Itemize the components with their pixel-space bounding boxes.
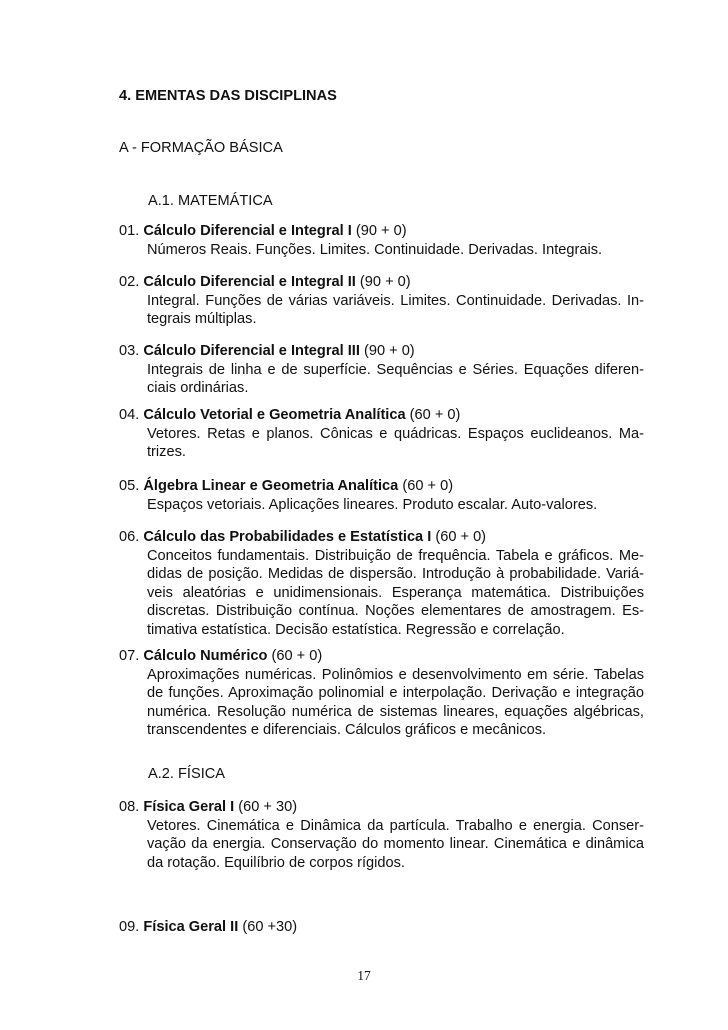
course-description: Números Reais. Funções. Limites. Continuidade. Derivadas. Integrais. <box>147 241 603 258</box>
course-item <box>119 477 644 514</box>
course-item <box>119 222 644 259</box>
course-item <box>119 918 644 937</box>
course-description: Aproximações numéricas. Polinômios e desenvolvimento em série. Tabelas de funções. Aproximação polinomial e interpolação. Derivação e integração numérica. Resolução numérica de sistemas lineares, equações algébricas, transcendentes e diferenciais. Cálculos gráficos e mecânicos. <box>147 666 644 738</box>
course-title: Cálculo Diferencial e Integral III <box>143 343 360 359</box>
course-title: Cálculo Diferencial e Integral II <box>143 274 356 290</box>
subsection-heading-matematica: A.1. MATEMÁTICA <box>148 193 273 209</box>
course-number: 06. <box>119 529 140 545</box>
course-title: Cálculo Numérico <box>143 648 268 664</box>
subsection-heading-fisica: A.2. FÍSICA <box>148 766 226 782</box>
section-heading: A - FORMAÇÃO BÁSICA <box>119 140 283 156</box>
course-hours: (60 + 0) <box>271 648 323 664</box>
course-number: 01. <box>119 223 140 239</box>
course-number: 07. <box>119 648 140 664</box>
course-item <box>119 647 644 740</box>
course-item <box>119 273 644 329</box>
course-hours: (60 +30) <box>242 919 298 935</box>
course-hours: (60 + 0) <box>435 529 487 545</box>
course-number: 04. <box>119 407 140 423</box>
course-title: Cálculo Diferencial e Integral I <box>143 223 352 239</box>
course-item <box>119 528 644 639</box>
course-number: 05. <box>119 478 140 494</box>
page-number: 17 <box>357 968 371 983</box>
course-item <box>119 798 644 872</box>
course-number: 03. <box>119 343 140 359</box>
course-title: Cálculo das Probabilidades e Estatística I <box>143 529 432 545</box>
course-title: Álgebra Linear e Geometria Analítica <box>143 478 399 494</box>
course-description: Vetores. Cinemática e Dinâmica da partícula. Trabalho e energia. Conser-vação da energia. Conservação do momento linear. Cinemática e dinâmica da rotação. Equilíbrio de corpos rígidos. <box>147 817 644 871</box>
course-hours: (90 + 0) <box>359 274 411 290</box>
course-description: Conceitos fundamentais. Distribuição de frequência. Tabela e gráficos. Me-didas de posição. Medidas de dispersão. Introdução à probabilidade. Variá-veis aleatórias e unidimensionais. Esperança matemática. Distribuições discretas. Distribuição contínua. Noções elementares de amostragem. Es-timativa estatística. Decisão estatística. Regressão e correlação. <box>147 547 644 638</box>
course-hours: (60 + 0) <box>402 478 454 494</box>
course-number: 08. <box>119 799 140 815</box>
course-description: Vetores. Retas e planos. Cônicas e quádricas. Espaços euclideanos. Ma-trizes. <box>147 425 644 460</box>
course-title: Cálculo Vetorial e Geometria Analítica <box>143 407 406 423</box>
course-title: Física Geral I <box>143 799 235 815</box>
course-hours: (60 + 30) <box>238 799 298 815</box>
course-number: 02. <box>119 274 140 290</box>
course-number: 09. <box>119 919 140 935</box>
course-description: Espaços vetoriais. Aplicações lineares. Produto escalar. Auto-valores. <box>147 496 598 513</box>
course-item <box>119 342 644 398</box>
course-description: Integral. Funções de várias variáveis. Limites. Continuidade. Derivadas. In-tegrais múltiplas. <box>147 292 644 327</box>
course-item <box>119 406 644 462</box>
course-hours: (60 + 0) <box>409 407 461 423</box>
course-hours: (90 + 0) <box>355 223 407 239</box>
page-title: 4. EMENTAS DAS DISCIPLINAS <box>119 88 337 104</box>
course-hours: (90 + 0) <box>363 343 415 359</box>
course-title: Física Geral II <box>143 919 239 935</box>
course-description: Integrais de linha e de superfície. Sequências e Séries. Equações diferen-ciais ordinárias. <box>147 361 644 396</box>
